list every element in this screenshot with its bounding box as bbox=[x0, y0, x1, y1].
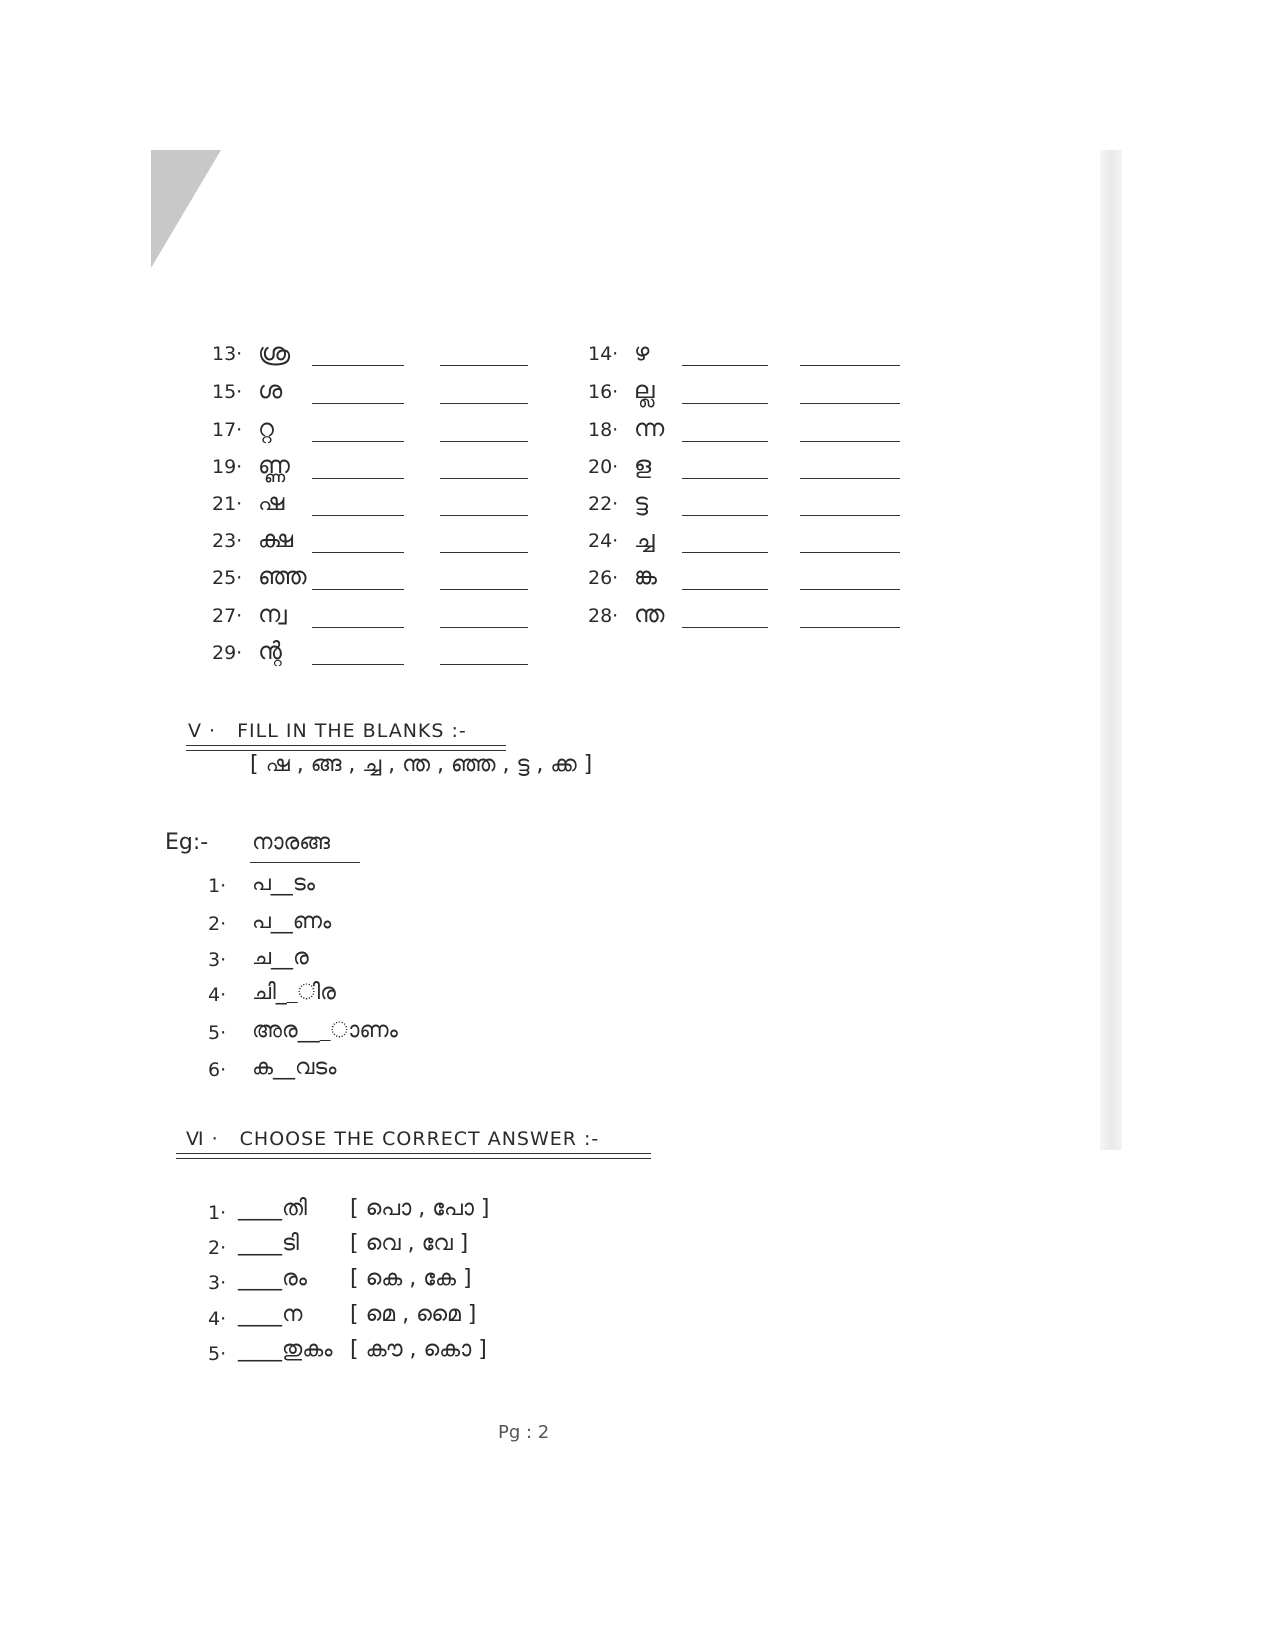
answer-blank bbox=[312, 441, 404, 442]
choice-item-stem: ____ന bbox=[238, 1302, 303, 1327]
answer-blank bbox=[312, 515, 404, 516]
answer-blank bbox=[682, 365, 768, 366]
answer-blank bbox=[800, 552, 900, 553]
choice-item-number: 2· bbox=[208, 1237, 227, 1259]
item-number: 23· bbox=[212, 530, 243, 552]
item-number: 19· bbox=[212, 456, 243, 478]
fill-item-number: 2· bbox=[208, 913, 227, 935]
malayalam-letter: ല്ല bbox=[634, 376, 655, 404]
choice-item-number: 4· bbox=[208, 1308, 227, 1330]
answer-blank bbox=[440, 478, 528, 479]
section-5-options: [ ഷ , ങ്ങ , ച്ച , ന്ത , ഞ്ഞ , ട്ട , ക്ക ] bbox=[250, 752, 593, 777]
malayalam-letter: ക്ഷ bbox=[258, 525, 294, 553]
choice-item-options: [ പൊ , പോ ] bbox=[350, 1196, 490, 1221]
item-number: 16· bbox=[588, 381, 619, 403]
malayalam-letter: ഴ bbox=[634, 338, 650, 366]
answer-blank bbox=[440, 664, 528, 665]
choice-item-stem: ____തുകം bbox=[238, 1337, 333, 1362]
choice-item-options: [ മെ , മൈ ] bbox=[350, 1302, 477, 1327]
malayalam-letter: ണ്ണ bbox=[258, 451, 290, 479]
answer-blank bbox=[312, 664, 404, 665]
answer-blank bbox=[312, 552, 404, 553]
choice-item-number: 3· bbox=[208, 1272, 227, 1294]
item-number: 17· bbox=[212, 419, 243, 441]
answer-blank bbox=[800, 589, 900, 590]
answer-blank bbox=[682, 441, 768, 442]
folded-corner bbox=[151, 150, 221, 268]
section-6-heading bbox=[186, 1128, 599, 1150]
item-number: 14· bbox=[588, 343, 619, 365]
item-number: 20· bbox=[588, 456, 619, 478]
item-number: 22· bbox=[588, 493, 619, 515]
answer-blank bbox=[440, 403, 528, 404]
malayalam-letter: ട്ട bbox=[634, 488, 649, 516]
section-5-heading bbox=[188, 720, 467, 742]
fill-item-word: ചി__ിര bbox=[252, 980, 336, 1005]
fill-item-word: അര___ാണം bbox=[252, 1018, 398, 1043]
item-number: 27· bbox=[212, 605, 243, 627]
answer-blank bbox=[312, 365, 404, 366]
fill-item-word: പ__ടം bbox=[252, 871, 315, 896]
choice-item-options: [ വെ , വേ ] bbox=[350, 1231, 469, 1256]
item-number: 18· bbox=[588, 419, 619, 441]
answer-blank bbox=[440, 552, 528, 553]
answer-blank bbox=[800, 478, 900, 479]
section-5-title: FILL IN THE BLANKS :- bbox=[237, 720, 467, 742]
answer-blank bbox=[800, 441, 900, 442]
choice-item-stem: ____രം bbox=[238, 1266, 307, 1291]
answer-blank bbox=[440, 589, 528, 590]
answer-blank bbox=[682, 627, 768, 628]
answer-blank bbox=[682, 478, 768, 479]
choice-item-number: 1· bbox=[208, 1202, 227, 1224]
fill-item-number: 1· bbox=[208, 875, 227, 897]
malayalam-letter: റ്റ bbox=[258, 414, 274, 442]
fill-item-word: ക__വടം bbox=[252, 1055, 337, 1080]
choice-item-options: [ കൗ , കൊ ] bbox=[350, 1337, 487, 1362]
fill-item-number: 4· bbox=[208, 984, 227, 1006]
malayalam-letter: ള bbox=[634, 451, 652, 479]
malayalam-letter: ന്വ bbox=[258, 600, 287, 628]
answer-blank bbox=[312, 478, 404, 479]
item-number: 28· bbox=[588, 605, 619, 627]
answer-blank bbox=[440, 515, 528, 516]
fill-item-number: 5· bbox=[208, 1022, 227, 1044]
choice-item-options: [ കെ , കേ ] bbox=[350, 1266, 472, 1291]
answer-blank bbox=[312, 627, 404, 628]
answer-blank bbox=[800, 515, 900, 516]
item-number: 25· bbox=[212, 567, 243, 589]
fill-item-number: 6· bbox=[208, 1059, 227, 1081]
fill-item-word: ച__ര bbox=[252, 945, 309, 970]
section-6-title: CHOOSE THE CORRECT ANSWER :- bbox=[239, 1128, 600, 1150]
choice-item-stem: ____തി bbox=[238, 1196, 307, 1221]
section-5-underline-2 bbox=[186, 750, 506, 751]
item-number: 15· bbox=[212, 381, 243, 403]
answer-blank bbox=[312, 403, 404, 404]
fill-item-word: പ__ണം bbox=[252, 909, 332, 934]
section-5-numeral: Ⅴ · bbox=[188, 720, 217, 742]
section-6-numeral: Ⅵ · bbox=[186, 1128, 219, 1150]
example-word: നാരങ്ങ bbox=[252, 830, 330, 855]
answer-blank bbox=[440, 365, 528, 366]
answer-blank bbox=[800, 403, 900, 404]
example-label: Eg:- bbox=[165, 830, 209, 855]
malayalam-letter: ഞ്ഞ bbox=[258, 562, 307, 590]
answer-blank bbox=[440, 441, 528, 442]
page-edge-shadow bbox=[1100, 150, 1122, 1150]
item-number: 24· bbox=[588, 530, 619, 552]
item-number: 29· bbox=[212, 642, 243, 664]
answer-blank bbox=[682, 589, 768, 590]
malayalam-letter: ങ്ക bbox=[634, 562, 657, 590]
section-6-underline bbox=[176, 1153, 651, 1154]
answer-blank bbox=[682, 515, 768, 516]
malayalam-letter: ന്റ bbox=[258, 637, 282, 665]
answer-blank bbox=[682, 552, 768, 553]
malayalam-letter: ശ bbox=[258, 376, 283, 404]
malayalam-letter: ച്ച bbox=[634, 525, 655, 553]
page-number: Pg : 2 bbox=[498, 1422, 550, 1443]
paper-sheet bbox=[151, 150, 1105, 1651]
section-5-underline bbox=[186, 745, 506, 746]
answer-blank bbox=[800, 365, 900, 366]
malayalam-letter: ന്ന bbox=[634, 414, 665, 442]
malayalam-letter: ഷ bbox=[258, 488, 285, 516]
choice-item-stem: ____ടി bbox=[238, 1231, 299, 1256]
example-underline bbox=[250, 862, 360, 863]
answer-blank bbox=[312, 589, 404, 590]
item-number: 21· bbox=[212, 493, 243, 515]
section-6-underline-2 bbox=[176, 1158, 651, 1159]
answer-blank bbox=[682, 403, 768, 404]
answer-blank bbox=[440, 627, 528, 628]
fill-item-number: 3· bbox=[208, 949, 227, 971]
choice-item-number: 5· bbox=[208, 1343, 227, 1365]
item-number: 26· bbox=[588, 567, 619, 589]
answer-blank bbox=[800, 627, 900, 628]
item-number: 13· bbox=[212, 343, 243, 365]
malayalam-letter: ന്ത bbox=[634, 600, 665, 628]
malayalam-letter: ശ്ര bbox=[258, 338, 291, 366]
